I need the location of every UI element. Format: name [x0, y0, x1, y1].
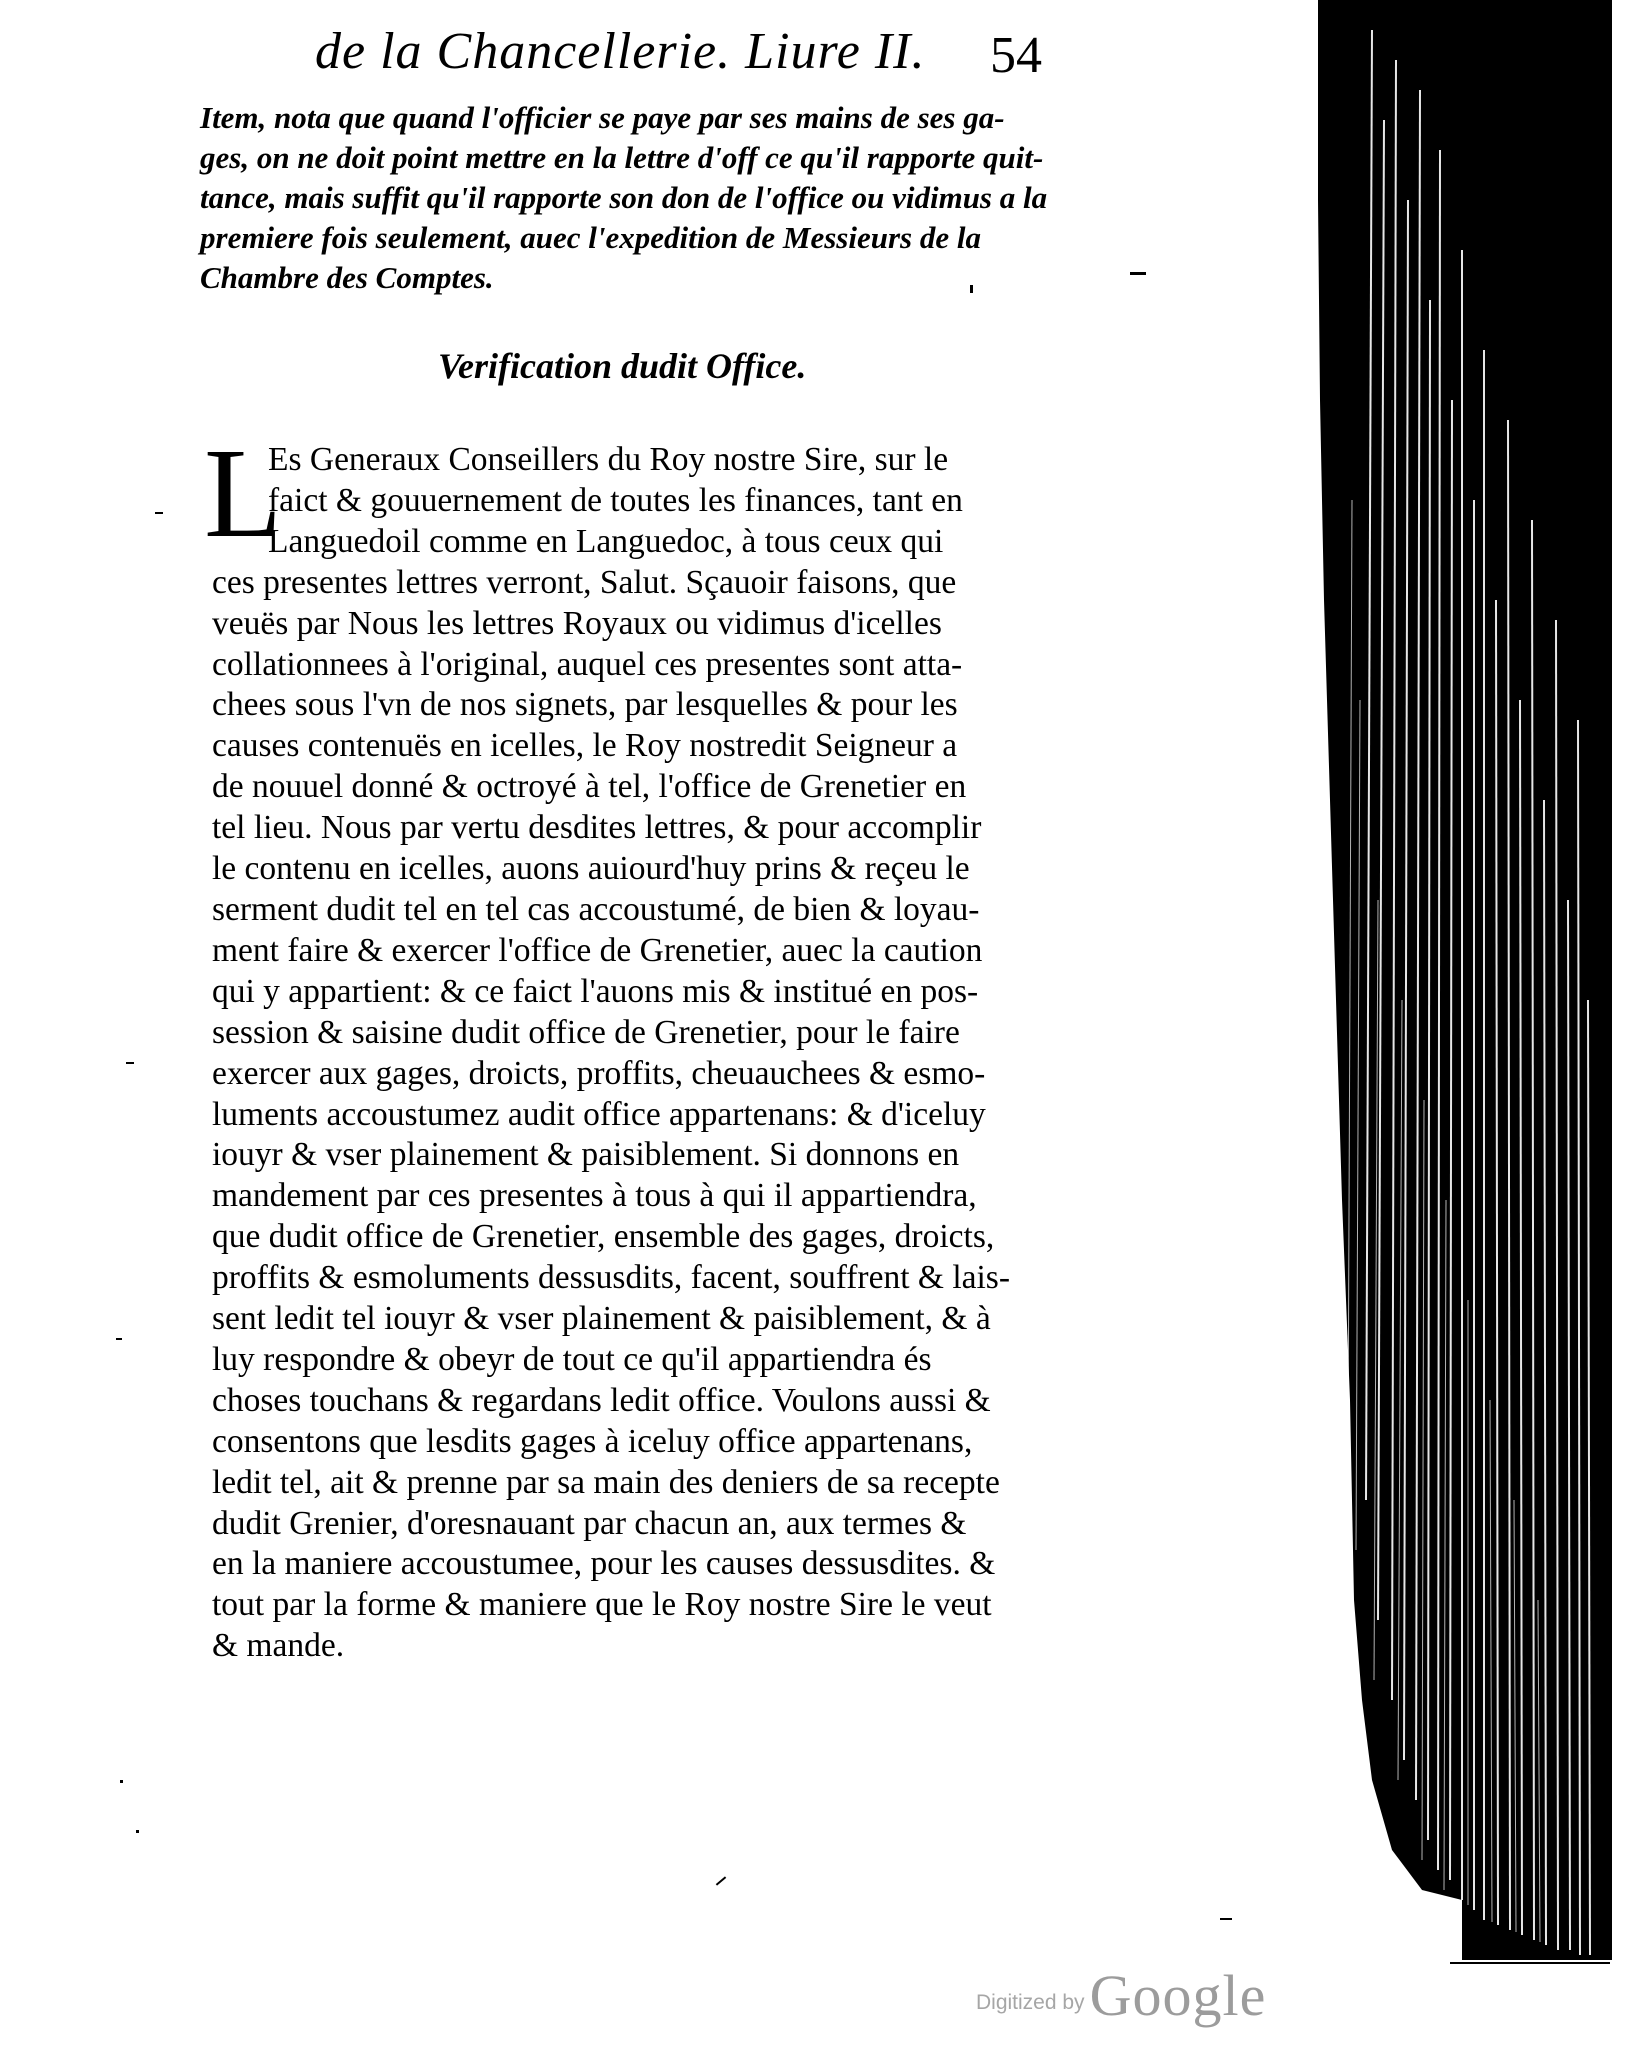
scan-speck: [1220, 1918, 1232, 1920]
scan-speck: [116, 1338, 122, 1340]
body-line: exercer aux gages, droicts, proffits, cheuauchees & esmo-: [212, 1054, 986, 1092]
note-line: tance, mais suffit qu'il rapporte son don de l'office ou vidimus a la: [200, 180, 1048, 215]
body-line: le contenu en icelles, auons auiourd'huy prins & reçeu le: [212, 850, 970, 888]
body-paragraph: [212, 440, 1092, 1667]
body-line: serment dudit tel en tel cas accoustumé, de bien & loyau-: [212, 890, 980, 928]
body-line: consentons que lesdits gages à iceluy office appartenans,: [212, 1422, 973, 1460]
body-line: tel lieu. Nous par vertu desdites lettres, & pour accomplir: [212, 809, 982, 847]
body-line: ces presentes lettres verront, Salut. Sçauoir faisons, que: [212, 563, 957, 601]
note-line: premiere fois seulement, auec l'expedition de Messieurs de la: [200, 220, 981, 255]
scan-speck: [1450, 1962, 1610, 1964]
body-line: proffits & esmoluments dessusdits, facent, souffrent & lais-: [212, 1259, 1010, 1297]
note-line: Chambre des Comptes.: [200, 260, 494, 295]
body-line: sent ledit tel iouyr & vser plainement & paisiblement, & à: [212, 1300, 991, 1338]
scan-speck: [1130, 272, 1146, 275]
body-line: veuës par Nous les lettres Royaux ou vidimus d'icelles: [212, 604, 942, 642]
watermark-prefix: Digitized by: [976, 1991, 1085, 2014]
scan-speck: [120, 1780, 123, 1783]
body-line: mandement par ces presentes à tous à qui il appartiendra,: [212, 1177, 977, 1215]
italic-note-paragraph: [200, 98, 1080, 298]
body-line: chees sous l'vn de nos signets, par lesquelles & pour les: [212, 686, 958, 724]
scan-speck: [716, 1876, 726, 1885]
fore-edge-streaks: [1312, 0, 1612, 1960]
body-line: ment faire & exercer l'office de Grenetier, auec la caution: [212, 931, 983, 969]
watermark-brand: Google: [1089, 1963, 1267, 2028]
note-line: ges, on ne doit point mettre en la lettre d'off ce qu'il rapporte quit-: [200, 140, 1044, 175]
page-number: 54: [990, 27, 1042, 84]
section-heading: Verification dudit Office.: [438, 346, 807, 386]
scan-speck: [126, 1062, 134, 1064]
body-line: collationnees à l'original, auquel ces presentes sont atta-: [212, 645, 963, 683]
body-line: Es Generaux Conseillers du Roy nostre Sire, sur le: [268, 441, 949, 478]
digitized-by-google-watermark: [976, 1962, 1266, 2032]
book-fore-edge: [1312, 0, 1612, 1960]
body-line: choses touchans & regardans ledit office. Voulons aussi &: [212, 1381, 991, 1419]
body-line: qui y appartient: & ce faict l'auons mis & institué en pos-: [212, 972, 979, 1010]
body-line: session & saisine dudit office de Grenetier, pour le faire: [212, 1013, 960, 1051]
body-line: causes contenuës en icelles, le Roy nostredit Seigneur a: [212, 727, 958, 765]
scan-speck: [155, 512, 163, 514]
body-line: que dudit office de Grenetier, ensemble des gages, droicts,: [212, 1218, 995, 1256]
running-header-title: de la Chancellerie. Liure II.: [315, 23, 926, 80]
body-line: luments accoustumez audit office appartenans: & d'iceluy: [212, 1095, 986, 1133]
body-line: & mande.: [212, 1627, 345, 1665]
body-line: luy respondre & obeyr de tout ce qu'il appartiendra és: [212, 1340, 932, 1378]
drop-cap-initial: L: [204, 422, 283, 564]
body-line: faict & gouuernement de toutes les finances, tant en: [268, 481, 963, 519]
scan-speck: [970, 285, 973, 293]
body-line: de nouuel donné & octroyé à tel, l'office de Grenetier en: [212, 768, 967, 806]
body-line: dudit Grenier, d'oresnauant par chacun an, aux termes &: [212, 1504, 967, 1542]
body-line: en la maniere accoustumee, pour les causes dessusdites. &: [212, 1545, 996, 1583]
note-line: Item, nota que quand l'officier se paye par ses mains de ses ga-: [200, 100, 1005, 135]
body-line: ledit tel, ait & prenne par sa main des deniers de sa recepte: [212, 1463, 1000, 1501]
body-line: iouyr & vser plainement & paisiblement. Si donnons en: [212, 1136, 960, 1174]
body-line: Languedoil comme en Languedoc, à tous ceux qui: [268, 522, 944, 560]
body-line: tout par la forme & maniere que le Roy nostre Sire le veut: [212, 1586, 992, 1624]
scan-speck: [136, 1830, 139, 1833]
